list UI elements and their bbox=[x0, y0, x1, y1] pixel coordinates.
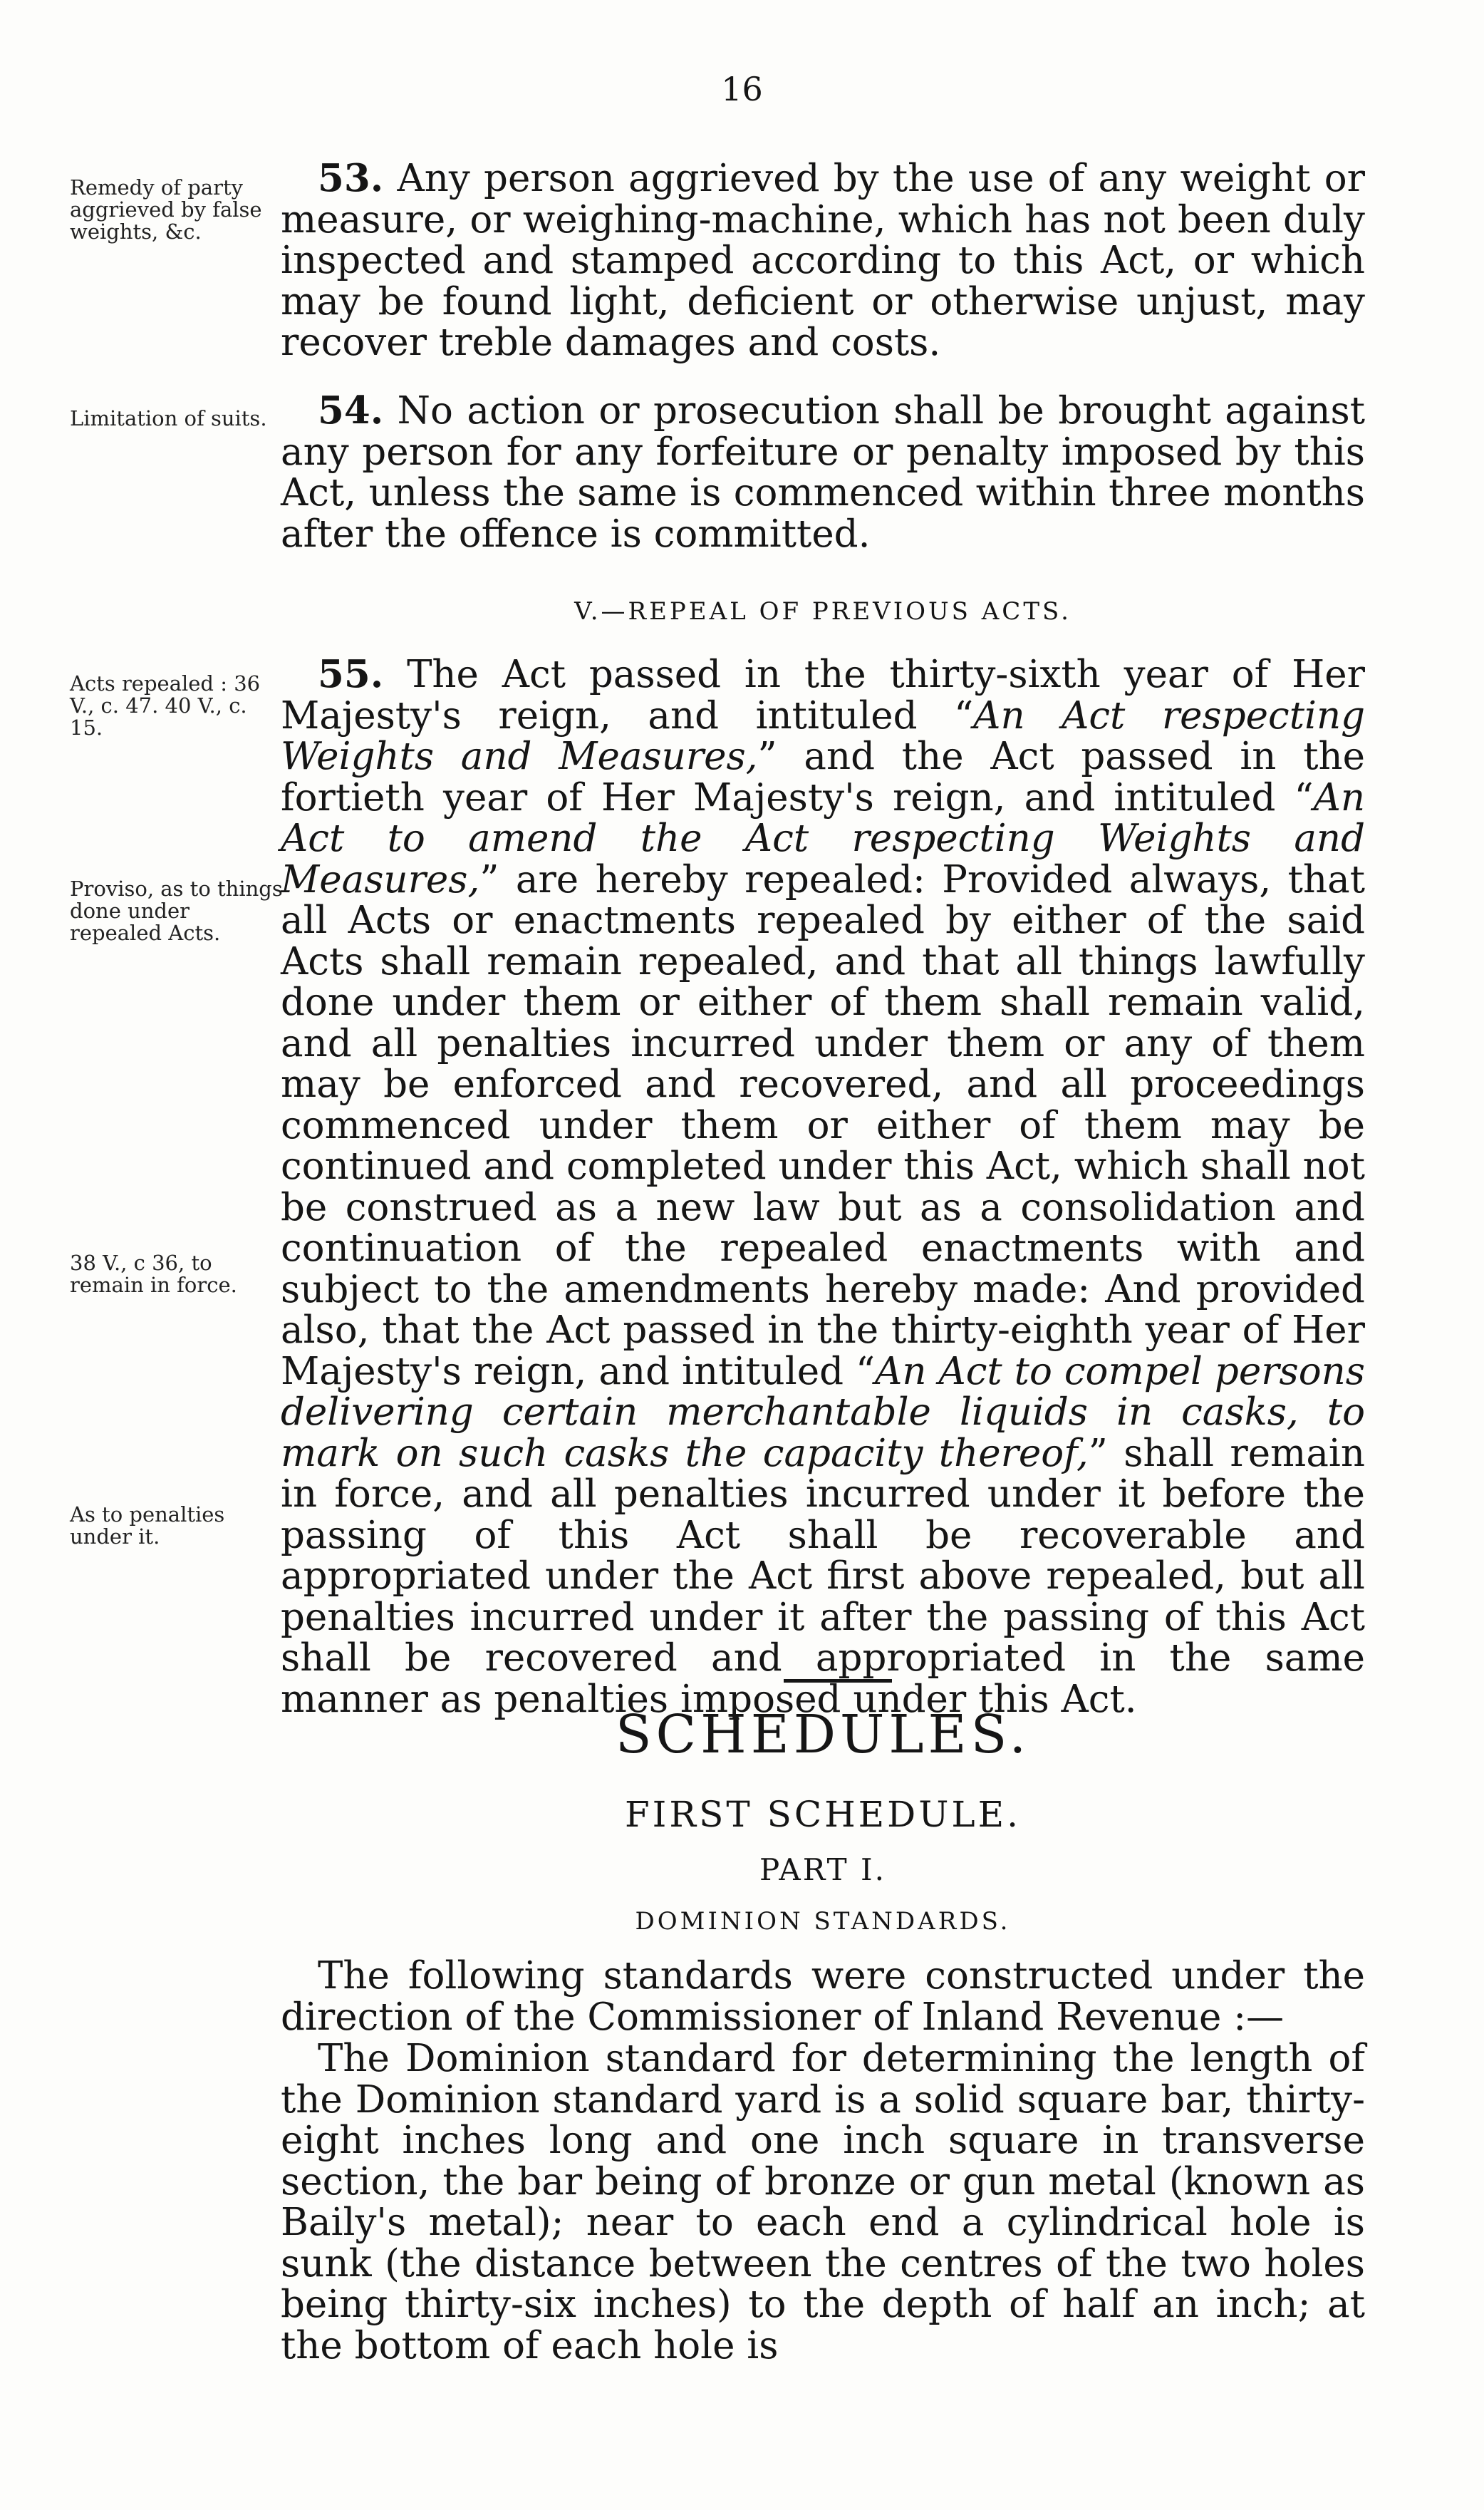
schedule-paragraph-2: The Dominion standard for determining the length of the Dominion standard yard is a solid square bar, thirty-eight inches long and one inch square in transverse section, the bar being of bronze or gun metal (known as Baily's metal); near to each end a cylindrical hole is sunk (the distance between the centres of the two holes being thirty-six inches) to the depth of half an inch; at the bottom of each hole is bbox=[281, 2037, 1365, 2367]
section-53 bbox=[281, 158, 1365, 363]
first-schedule-title: FIRST SCHEDULE. bbox=[624, 1794, 1022, 1835]
schedule-paragraph-1: The following standards were constructed under the direction of the Commissioner of Inland Revenue :— bbox=[281, 1954, 1365, 2039]
heading-repeal-previous-acts: V.—REPEAL OF PREVIOUS ACTS. bbox=[574, 597, 1072, 626]
section-54 bbox=[281, 388, 1365, 556]
section-53-number: 53. bbox=[318, 156, 384, 200]
schedules-title: SCHEDULES. bbox=[615, 1704, 1031, 1765]
margin-note-limitation: Limitation of suits. bbox=[70, 406, 267, 430]
section-53-text: Any person aggrieved by the use of any weight or measure, or weighing-machine, which has not been duly inspected and stamped according to this Act, or which may be found light, deficient or otherwise unjust, may recover treble damages and costs. bbox=[281, 157, 1365, 364]
page-number: 16 bbox=[721, 70, 763, 108]
margin-note-proviso: Proviso, as to things done under repealed Acts. bbox=[70, 877, 283, 945]
act-title-1: An Act respecting Weights and Measures, bbox=[281, 693, 1366, 778]
act-title-3: An Act to compel persons delivering certain merchantable liquids in casks, to mark on such casks the capacity thereof, bbox=[281, 1349, 1365, 1475]
part-title: PART I. bbox=[759, 1852, 886, 1887]
margin-note-38v: 38 V., c 36, to remain in force. bbox=[70, 1251, 237, 1297]
section-54-text: No action or prosecution shall be brought against any person for any forfeiture or penalty imposed by this Act, unless the same is commenced within three months after the offence is committed. bbox=[281, 389, 1365, 556]
section-55-text-1: The Act passed in the thirty-sixth year of Her Majesty's reign, and intituled “ bbox=[281, 653, 1365, 738]
section-divider-rule bbox=[784, 1679, 892, 1683]
section-55-text-3: ” are hereby repealed: Provided always, that all Acts or enactments repealed by either of the said Acts shall remain repealed, and that all things lawfully done under them or either of them shall remain valid, and all penalties incurred under them or any of them may be enforced and recovered, and all proceedings commenced under them or either of them may be continued and completed under this Act, which shall not be construed as a new law but as a consolidation and continuation of the repealed enactments with and subject to the amendments hereby made: And provided also, that the Act passed in the thirty-eighth year of Her Majesty's reign, and intituled “ bbox=[281, 857, 1365, 1393]
section-55-text-2: ” and the Act passed in the fortieth year of Her Majesty's reign, and intituled “ bbox=[281, 735, 1365, 820]
act-title-2: An Act to amend the Act respecting Weights and Measures, bbox=[281, 775, 1365, 902]
section-54-number: 54. bbox=[318, 388, 384, 433]
section-55-number: 55. bbox=[318, 652, 384, 696]
margin-note-penalties: As to penalties under it. bbox=[70, 1502, 225, 1549]
margin-note-remedy: Remedy of party aggrieved by false weights, &c. bbox=[70, 175, 262, 244]
dominion-standards-heading: DOMINION STANDARDS. bbox=[635, 1907, 1011, 1936]
section-55 bbox=[281, 654, 1365, 1720]
margin-note-acts-repealed: Acts repealed : 36 V., c. 47. 40 V., c. 15. bbox=[70, 671, 261, 740]
section-55-text-4: ” shall remain in force, and all penalties incurred under it before the passing of this Act shall be recoverable and appropriated under the Act first above repealed, but all penalties incurred under it after the passing of this Act shall be recovered and appropriated in the same manner as penalties imposed under this Act. bbox=[281, 1431, 1366, 1721]
